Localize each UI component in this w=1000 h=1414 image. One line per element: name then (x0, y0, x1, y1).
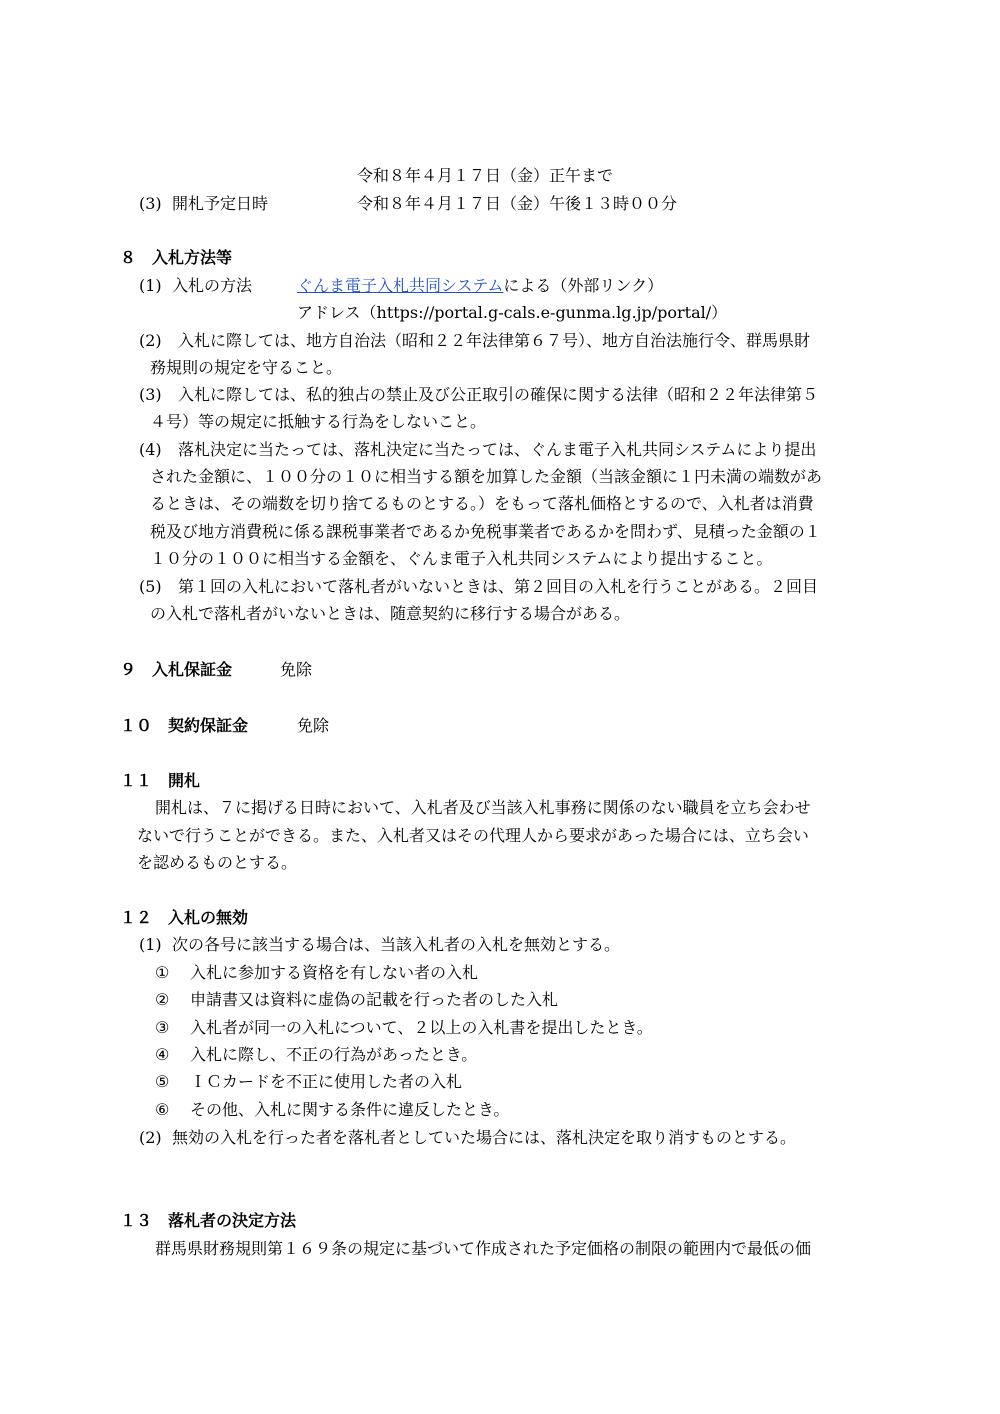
item-8-1-number: (1) (139, 276, 162, 295)
subitem-mark: ① (155, 963, 170, 982)
opening-label: 開札予定日時 (172, 194, 269, 213)
item-8-3-number: (3) (139, 385, 162, 404)
item-8-4-line: された金額に、１００分の１０に相当する額を加算した金額（当該金額に１円未満の端数があ (150, 467, 823, 486)
item-12-1-number: (1) (139, 935, 162, 954)
item-8-2-line: 入札に際しては、地方自治法（昭和２２年法律第６７号）、地方自治法施行令、群馬県財 (178, 331, 811, 350)
subitem-mark: ④ (155, 1045, 170, 1064)
subitem-text: 入札に際し、不正の行為があったとき。 (190, 1045, 478, 1064)
item-12-2-text: 無効の入札を行った者を落札者としていた場合には、落札決定を取り消すものとする。 (172, 1128, 797, 1147)
section-10-heading: １０ 契約保証金 (120, 716, 249, 735)
subitem-mark: ② (155, 990, 170, 1009)
subitem-mark: ③ (155, 1018, 170, 1037)
subitem-text: その他、入札に関する条件に違反したとき。 (190, 1100, 510, 1119)
external-link-note: による（外部リンク） (503, 276, 664, 295)
section-8-heading: ８ 入札方法等 (120, 248, 233, 267)
item-12-1-text: 次の各号に該当する場合は、当該入札者の入札を無効とする。 (172, 935, 621, 954)
deadline-line: 令和８年４月１７日（金）正午まで (357, 166, 614, 185)
subitem-text: 申請書又は資料に虚偽の記載を行った者のした入札 (190, 990, 559, 1009)
section-11-line: ないで行うことができる。また、入札者又はその代理人から要求があった場合には、立ち会い (137, 826, 809, 845)
subitem-mark: ⑥ (155, 1100, 170, 1119)
item-8-4-line: 落札決定に当たっては、落札決定に当たっては、ぐんま電子入札共同システムにより提出 (178, 440, 817, 459)
subitem-text: 入札に参加する資格を有しない者の入札 (190, 963, 479, 982)
item-8-1-label: 入札の方法 (172, 276, 253, 295)
section-12-heading: １２ 入札の無効 (120, 908, 249, 927)
section-9-heading: ９ 入札保証金 (120, 660, 233, 679)
item-8-5-line: 第１回の入札において落札者がいないときは、第２回目の入札を行うことがある。２回目 (178, 577, 819, 596)
item-8-2-number: (2) (139, 331, 162, 350)
opening-value: 令和８年４月１７日（金）午後１３時００分 (357, 194, 678, 213)
item-8-5-number: (5) (139, 577, 162, 596)
item-8-3-line: ４号）等の規定に抵触する行為をしないこと。 (150, 412, 487, 431)
subitem-text: 入札者が同一の入札について、２以上の入札書を提出したとき。 (190, 1018, 653, 1037)
section-11-line: 開札は、７に掲げる日時において、入札者及び当該入札事務に関係のない職員を立ち会わせ (155, 798, 811, 817)
portal-address: アドレス（https://portal.g-cals.e-gunma.lg.jp/portal/） (297, 303, 728, 322)
opening-number: (3) (139, 194, 162, 213)
item-8-3-line: 入札に際しては、私的独占の禁止及び公正取引の確保に関する法律（昭和２２年法律第５ (178, 385, 819, 404)
subitem-mark: ⑤ (155, 1072, 170, 1091)
item-8-4-number: (4) (139, 440, 162, 459)
section-9-value: 免除 (280, 660, 313, 679)
item-8-1-text (297, 278, 663, 294)
item-12-2-number: (2) (139, 1128, 162, 1147)
section-10-value: 免除 (297, 716, 330, 735)
item-8-4-line: るときは、その端数を切り捨てるものとする。）をもって落札価格とするので、入札者は消費 (150, 494, 814, 513)
section-11-line: を認めるものとする。 (137, 853, 298, 872)
gunma-e-bidding-link[interactable]: ぐんま電子入札共同システム (297, 276, 504, 295)
item-8-5-line: の入札で落札者がいないときは、随意契約に移行する場合がある。 (150, 604, 631, 623)
section-11-heading: １１ 開札 (120, 771, 201, 790)
section-13-heading: １３ 落札者の決定方法 (120, 1211, 297, 1230)
item-8-4-line: 税及び地方消費税に係る課税事業者であるか免税事業者であるかを問わず、見積った金額の１ (150, 522, 821, 541)
subitem-text: ＩＣカードを不正に使用した者の入札 (190, 1072, 463, 1091)
item-8-4-line: １０分の１００に相当する金額を、ぐんま電子入札共同システムにより提出すること。 (150, 549, 773, 568)
item-8-2-line: 務規則の規定を守ること。 (150, 358, 343, 377)
section-13-line: 群馬県財務規則第１６９条の規定に基づいて作成された予定価格の制限の範囲内で最低の価 (155, 1239, 812, 1258)
